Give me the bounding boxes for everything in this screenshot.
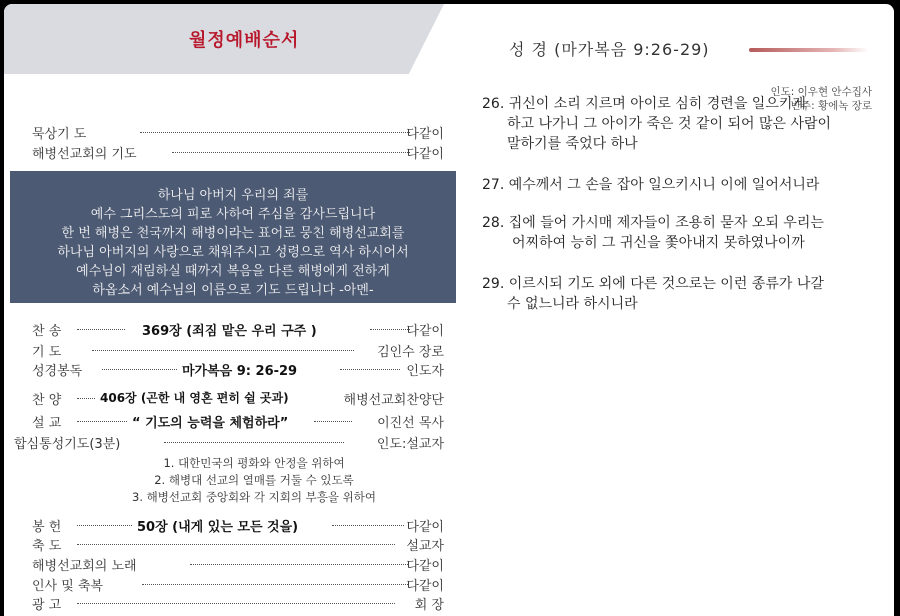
verse-text: 말하기를 죽었다 하나 [507,136,638,152]
row-label: 찬 양 [32,393,62,408]
row-value: 설교자 [406,539,444,554]
verse-text: 어찌하여 능히 그 귀신을 쫓아내지 못하였나이까 [512,235,805,251]
prayer-intentions [104,455,404,506]
dotted-leader [314,421,352,422]
accompanist-credit: 반주: 황에녹 장로 [790,100,872,112]
verse-number: 26. [482,96,505,112]
verse-text: 예수께서 그 손을 잡아 일으키시니 이에 일어서니라 [508,177,820,193]
dotted-leader [142,584,408,585]
row-label: 해병선교회의 기도 [32,147,137,162]
row-label: 인사 및 축복 [32,579,104,594]
dotted-leader [77,421,127,422]
prayer-line: 한 번 해병은 천국까지 해병이라는 표어로 뭉친 해병선교회를 [61,226,405,241]
order-row-offering [32,516,444,534]
order-row-unison-prayer [14,433,444,451]
row-value: 회 장 [414,598,444,613]
dotted-leader [190,564,408,565]
row-value: 다같이 [406,559,444,574]
verse-number: 29. [482,276,505,292]
verse-28 [482,213,894,253]
row-value: 다같이 [406,127,444,142]
verse-29 [482,274,894,314]
verse-27 [482,175,894,195]
dotted-leader [370,329,410,330]
order-row-scripture-reading [32,360,444,378]
dotted-leader [332,525,404,526]
dotted-leader [77,603,395,604]
prayer-box [10,171,456,303]
verse-26 [482,94,894,154]
dotted-leader [77,525,132,526]
order-row-announcements [32,594,444,612]
bulletin-page [4,4,894,616]
row-label: 봉 헌 [32,520,62,535]
order-row-meditation [32,123,444,141]
row-value: 김인수 장로 [377,345,444,360]
row-label: 기 도 [32,345,62,360]
dotted-leader [102,369,177,370]
row-label: 묵상기 도 [32,127,87,142]
verse-text: 집에 들어 가시매 제자들이 조용히 묻자 오되 우리는 [508,215,824,231]
verse-text: 이르시되 기도 외에 다른 것으로는 이런 종류가 나갈 [508,276,824,292]
prayer-line: 하나님 아버지의 사랑으로 채워주시고 성령으로 역사 하시어서 [57,245,409,260]
prayer-line: 하옵소서 예수님의 이름으로 기도 드립니다 -아멘- [92,283,374,298]
prayer-line: 예수님이 재림하실 때까지 복음을 다른 해병에게 전하게 [76,264,390,279]
row-value: 다같이 [406,324,444,339]
page-title: 월정예배순서 [189,30,300,51]
verse-number: 28. [482,215,505,231]
row-value: 인도:설교자 [376,437,444,452]
row-label: 광 고 [32,598,62,613]
row-detail: 마가복음 9: 26-29 [182,364,298,379]
order-row-prayer [32,341,444,359]
dotted-leader [140,132,410,133]
dotted-leader [164,442,344,443]
order-row-benediction [32,535,444,553]
dotted-leader [92,350,354,351]
row-label: 찬 송 [32,324,62,339]
intention-item: 1. 대한민국의 평화와 안정을 위하여 [163,456,345,470]
row-value: 이진선 목사 [377,416,444,431]
row-detail: 50장 (내게 있는 모든 것을) [137,520,299,535]
intention-item: 3. 해병선교회 중앙회와 각 지회의 부흥을 위하여 [132,490,376,504]
row-label: 해병선교회의 노래 [32,559,137,574]
order-row-sermon [32,412,444,430]
dotted-leader [340,369,400,370]
row-detail: 369장 (죄짐 맡은 우리 구주 ) [142,324,317,339]
verse-number: 27. [482,177,505,193]
dotted-leader [172,152,410,153]
scripture-title: 성 경 (마가복음 9:26-29) [509,40,710,59]
row-value: 다같이 [406,579,444,594]
dotted-leader [77,398,95,399]
order-row-hymn [32,320,444,338]
order-row-mission-prayer [32,143,444,161]
dotted-leader [77,544,395,545]
verse-text: 하고 나가니 그 아이가 죽은 것 같이 되어 많은 사람이 [507,116,832,132]
row-value: 해병선교회찬양단 [343,393,444,408]
row-label: 성경봉독 [32,364,83,379]
verse-text: 수 없느니라 하시니라 [507,296,638,312]
row-value: 인도자 [406,364,444,379]
intention-item: 2. 해병대 선교의 열매를 거둘 수 있도록 [154,473,354,487]
row-value: 다같이 [406,147,444,162]
order-row-mission-song [32,555,444,573]
row-detail: 406장 (곤한 내 영혼 편히 쉴 곳과) [100,391,289,405]
order-row-greeting [32,575,444,593]
row-value: 다같이 [406,520,444,535]
title-underline [749,48,869,52]
verse-text: 귀신이 소리 지르며 아이로 심히 경련을 일으키게 [508,96,806,112]
row-label: 축 도 [32,539,62,554]
row-label: 설 교 [32,416,62,431]
prayer-line: 예수 그리스도의 피로 사하여 주심을 감사드립니다 [90,207,376,222]
dotted-leader [77,329,125,330]
row-detail: “ 기도의 능력을 체험하라” [132,416,289,431]
order-row-praise [32,389,444,407]
row-label: 합심통성기도(3분) [14,437,121,452]
prayer-line: 하나님 아버지 우리의 죄를 [157,188,309,203]
leader-credit: 인도: 이우현 안수집사 [770,86,872,98]
